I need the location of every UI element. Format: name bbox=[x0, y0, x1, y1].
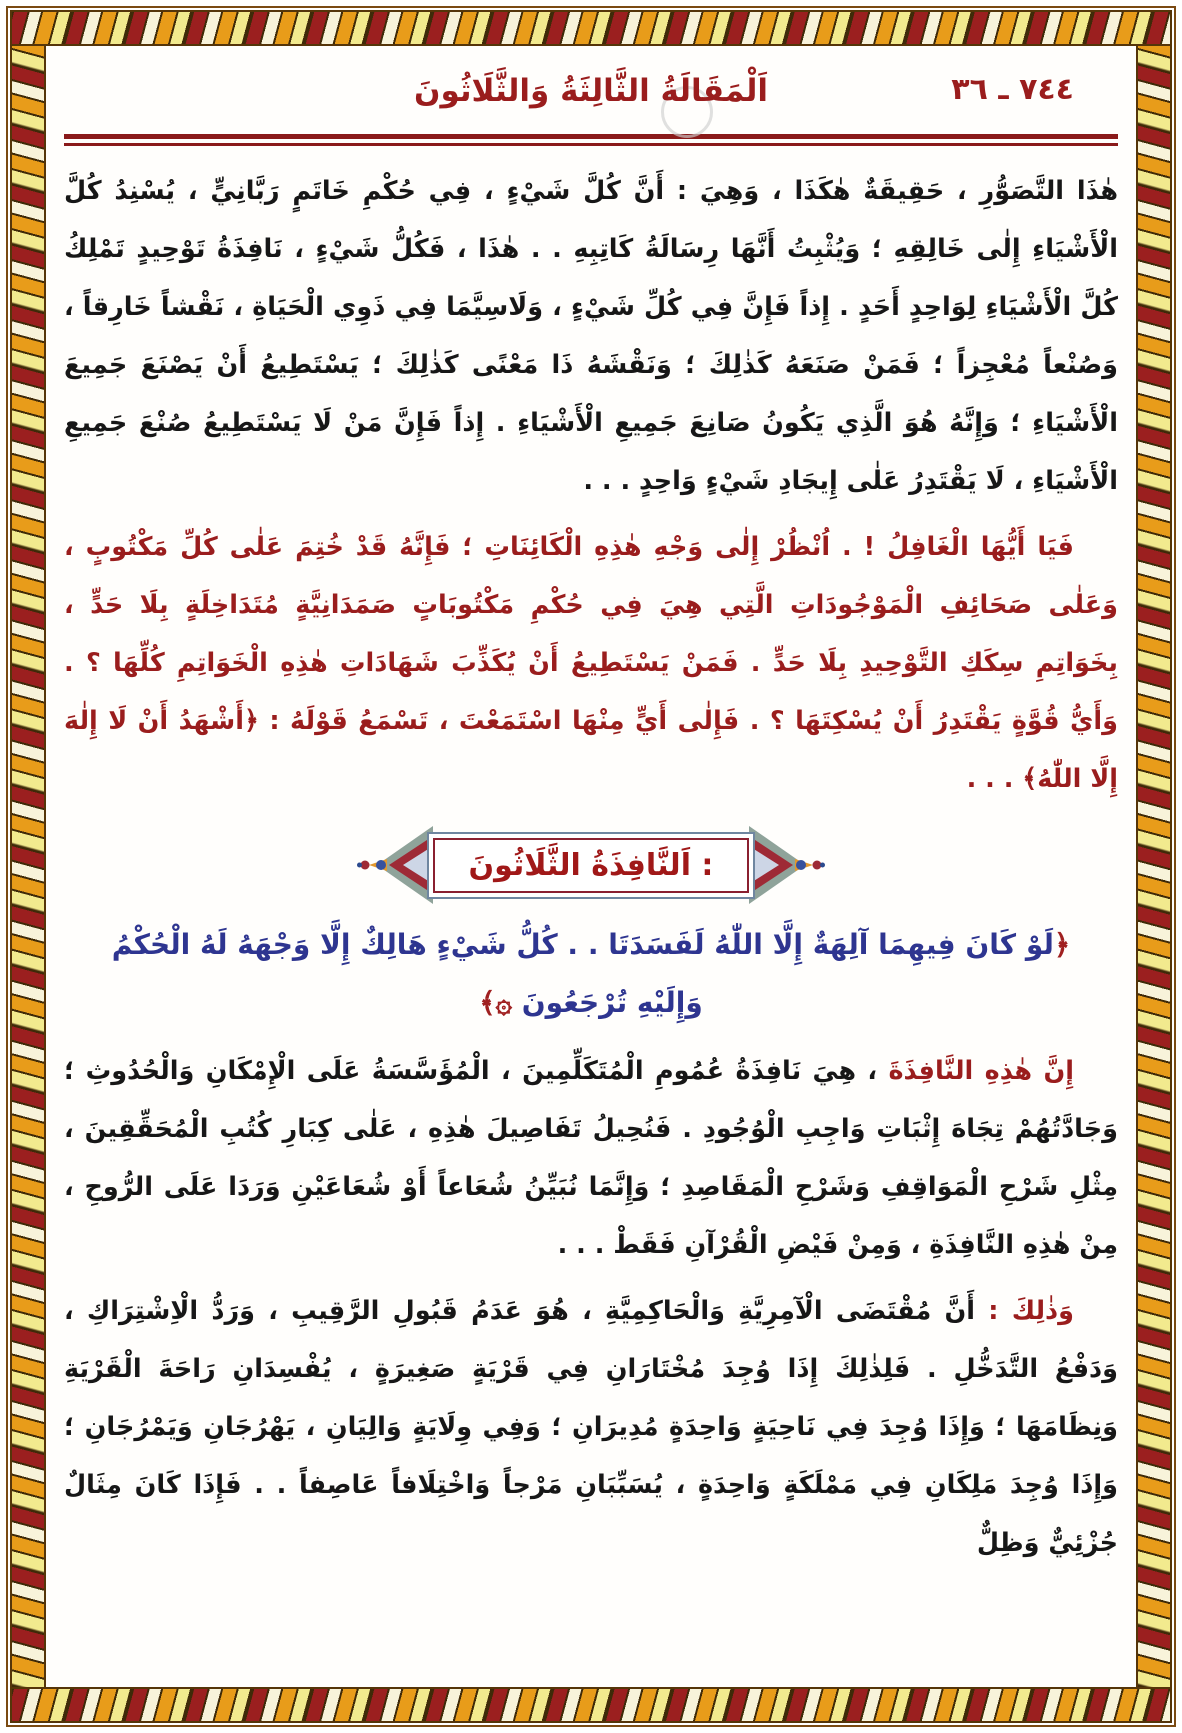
paragraph-3-rest: ، هِيَ نَافِذَةُ عُمُومِ الْمُتَكَلِّمِينَ ، الْمُؤَسَّسَةُ عَلَى الْإِمْكَانِ وَالْحُدُوثِ ؛ وَجَادَّتُهُمْ تِجَاهَ إِثْبَاتِ وَاجِبِ الْوُجُودِ . فَنُحِيلُ تَفَاصِيلَ هٰذِهِ ، عَلٰى كِبَارِ كُتُبِ الْمُحَقِّقِينَ ، مِثْلِ شَرْحِ الْمَوَاقِفِ وَشَرْحِ الْمَقَاصِدِ ؛ وَإِنَّمَا نُبَيِّنُ شُعَاعاً أَوْ شُعَاعَيْنِ وَرَدَا عَلَى الرُّوحِ ، مِنْ هٰذِهِ النَّافِذَةِ ، وَمِنْ فَيْضِ الْقُرْآنِ فَقَطْ . . . bbox=[64, 1056, 1118, 1260]
window-title: اَلنَّافِذَةُ الثَّلَاثُونَ : bbox=[468, 847, 714, 883]
paragraph-3 bbox=[64, 1042, 1118, 1274]
paragraph-4-rest: أَنَّ مُقْتَضَى الْآمِرِيَّةِ وَالْحَاكِمِيَّةِ ، هُوَ عَدَمُ قَبُولِ الرَّقِيبِ ، وَرَدُّ الْاِشْتِرَاكِ ، وَدَفْعُ التَّدَخُّلِ . فَلِذٰلِكَ إِذَا وُجِدَ مُخْتَارَانِ فِي قَرْيَةٍ صَغِيرَةٍ ، يُفْسِدَانِ رَاحَةَ الْقَرْيَةِ وَنِظَامَهَا ؛ وَإِذَا وُجِدَ فِي نَاحِيَةٍ وَاحِدَةٍ مُدِيرَانِ ؛ وَفِي وِلَايَةٍ وَالِيَانِ ، يَهْرُجَانِ وَيَمْرُجَانِ ؛ وَإِذَا وُجِدَ مَلِكَانِ فِي مَمْلَكَةٍ وَاحِدَةٍ ، يُسَبِّبَانِ مَرْجاً وَاخْتِلَافاً عَاصِفاً . . فَإِذَا كَانَ مِثَالٌ جُزْئِيٌّ وَظِلٌّ bbox=[64, 1296, 1118, 1558]
paragraph-1: هٰذَا التَّصَوُّرِ ، حَقِيقَةٌ هٰكَذَا ، وَهِيَ : أَنَّ كُلَّ شَيْءٍ ، فِي حُكْمِ خَاتَمٍ رَبَّانِيٍّ ، يُسْنِدُ كُلَّ الْأَشْيَاءِ إِلٰى خَالِقِهِ ؛ وَيُثْبِتُ أَنَّهَا رِسَالَةُ كَاتِبِهِ . . هٰذَا ، فَكُلُّ شَيْءٍ ، نَافِذَةُ تَوْحِيدٍ تَمْلِكُ كُلَّ الْأَشْيَاءِ لِوَاحِدٍ أَحَدٍ . إِذاً فَإِنَّ فِي كُلِّ شَيْءٍ ، وَلَاسِيَّمَا فِي ذَوِي الْحَيَاةِ ، نَقْشاً خَارِقاً ، وَصُنْعاً مُعْجِزاً ؛ فَمَنْ صَنَعَهُ كَذٰلِكَ ؛ وَنَقْشَهُ ذَا مَعْنًى كَذٰلِكَ ؛ يَسْتَطِيعُ أَنْ يَصْنَعَ جَمِيعَ الْأَشْيَاءِ ؛ وَإِنَّهُ هُوَ الَّذِي يَكُونُ صَانِعَ جَمِيعِ الْأَشْيَاءِ . إِذاً فَإِنَّ مَنْ لَا يَسْتَطِيعُ صُنْعَ جَمِيعِ الْأَشْيَاءِ ، لَا يَقْتَدِرُ عَلٰى إِيجَادِ شَيْءٍ وَاحِدٍ . . . bbox=[64, 176, 1118, 496]
verse-text: لَوْ كَانَ فِيهِمَا آلِهَةٌ إِلَّا اللّٰهُ لَفَسَدَتَا . . كُلُّ شَيْءٍ هَالِكٌ إِلَّا وَجْهَهُ لَهُ الْحُكْمُ وَإِلَيْهِ تُرْجَعُونَ bbox=[111, 928, 1054, 1019]
border-top-band bbox=[10, 10, 1172, 46]
window-title-frame bbox=[427, 832, 756, 899]
floral-finial-left-icon bbox=[357, 822, 433, 908]
window-title-box bbox=[64, 822, 1118, 908]
border-left-band bbox=[10, 10, 46, 1723]
verse-close-bracket-icon: ﴾ bbox=[479, 986, 496, 1019]
header-divider bbox=[64, 134, 1118, 146]
page-content bbox=[46, 46, 1136, 1687]
paragraph-4 bbox=[64, 1282, 1118, 1572]
paragraph-4-lead: وَذٰلِكَ : bbox=[988, 1296, 1074, 1326]
paragraph-2: فَيَا أَيُّهَا الْغَافِلُ ! . اُنْظُرْ إِلٰى وَجْهِ هٰذِهِ الْكَائِنَاتِ ؛ فَإِنَّهُ قَدْ خُتِمَ عَلٰى كُلِّ مَكْتُوبٍ ، وَعَلٰى صَحَائِفِ الْمَوْجُودَاتِ الَّتِي هِيَ فِي حُكْمِ مَكْتُوبَاتٍ صَمَدَانِيَّةٍ مُتَدَاخِلَةٍ بِلَا حَدٍّ ، بِخَوَاتِمِ سِكَكِ التَّوْحِيدِ بِلَا حَدٍّ . فَمَنْ يَسْتَطِيعُ أَنْ يُكَذِّبَ شَهَادَاتِ هٰذِهِ الْخَوَاتِمِ كُلِّهَا ؟ . وَأَيُّ قُوَّةٍ يَقْتَدِرُ أَنْ يُسْكِتَهَا ؟ . فَإِلٰى أَيٍّ مِنْهَا اسْتَمَعْتَ ، تَسْمَعُ قَوْلَهُ : ﴿أَشْهَدُ أَنْ لَا إِلٰهَ إِلَّا اللّٰهُ﴾ . . . bbox=[64, 532, 1118, 794]
page-title: اَلْمَقَالَةُ الثَّالِثَةُ وَالثَّلَاثُونَ bbox=[414, 73, 768, 109]
page-number: ٧٤٤ ـ ٣٦ bbox=[951, 72, 1074, 107]
paragraph-3-lead: إِنَّ هٰذِهِ النَّافِذَةَ bbox=[888, 1056, 1074, 1086]
border-right-band bbox=[1136, 10, 1172, 1723]
quran-verse bbox=[94, 916, 1088, 1032]
border-bottom-band bbox=[10, 1687, 1172, 1723]
floral-finial-right-icon bbox=[749, 822, 825, 908]
verse-rosette-icon: ۞ bbox=[495, 986, 512, 1019]
verse-open-bracket-icon: ﴿ bbox=[1053, 928, 1071, 961]
page-header bbox=[64, 64, 1118, 126]
